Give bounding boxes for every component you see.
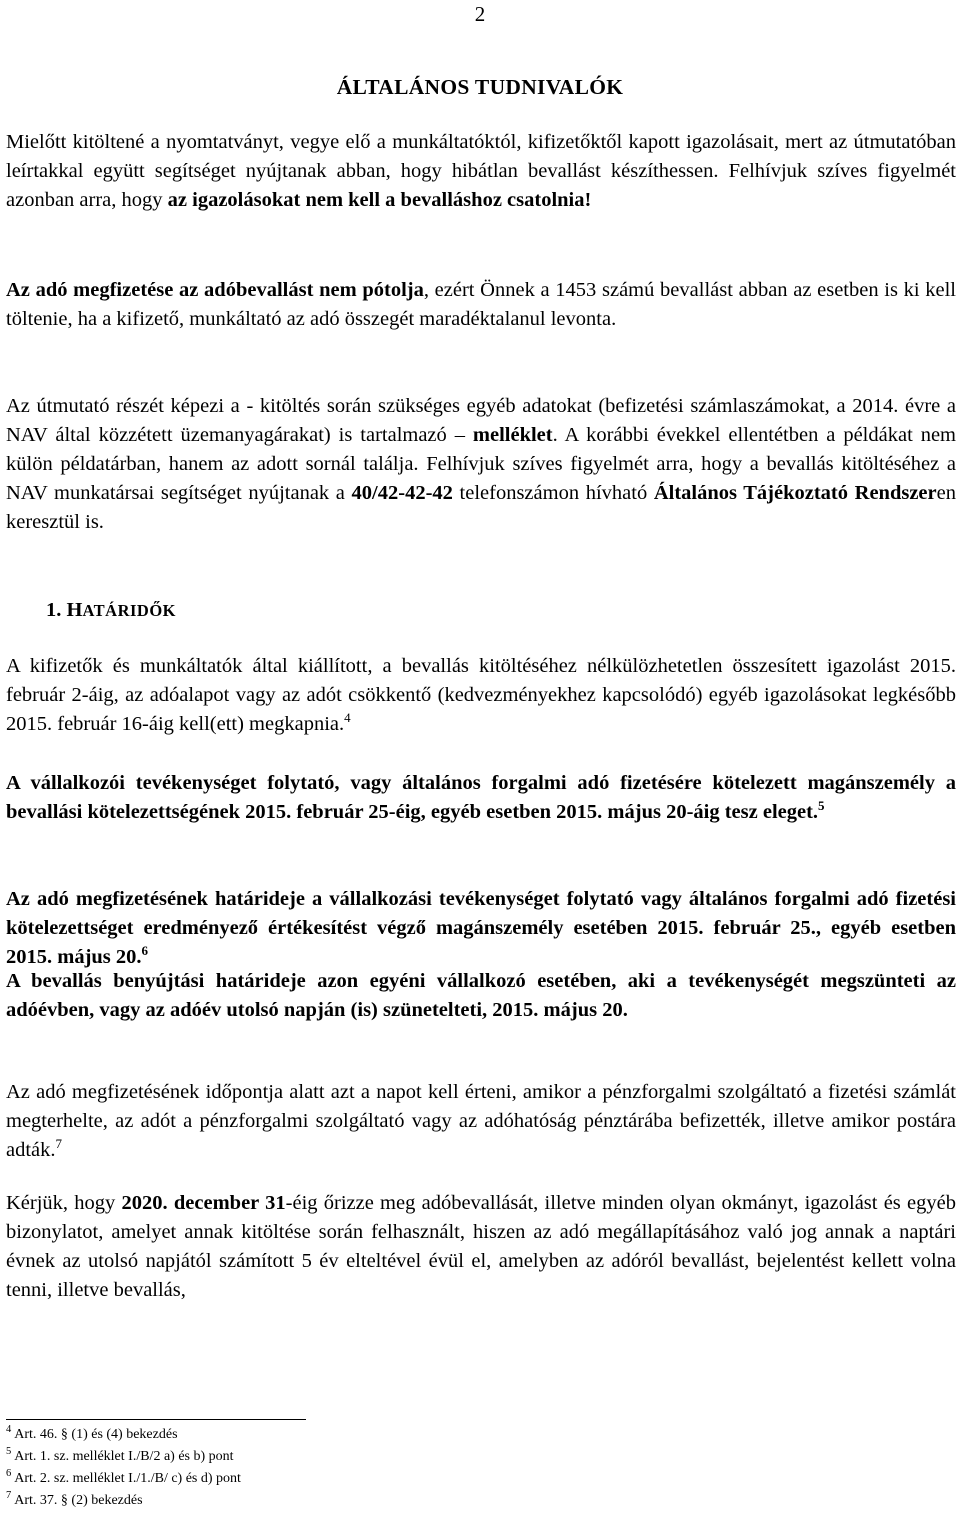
footnote-ref-5: 5 [818, 798, 825, 814]
section-title-rest: ATÁRIDŐK [82, 601, 176, 620]
footnote-text: Art. 37. § (2) bekezdés [14, 1493, 143, 1508]
footnote-list [6, 1424, 606, 1512]
deadline-payment-text: Az adó megfizetésének határideje a vállalkozási tevékenységet folytató vagy általános forgalmi adó fizetési kötelezettséget eredményező értékesítést végző magánszemély esetében 2015. február 25., egyéb esetben 2015. május 20. [6, 888, 956, 968]
guide-annex: melléklet [472, 424, 553, 446]
footnote-number: 7 [6, 1490, 12, 1502]
footnote-item [6, 1424, 606, 1446]
retention-text-2: -éig őrizze meg adóbevallását, illetve minden olyan okmányt, igazolást és egyéb bizonylatot, amelyet annak kitöltése során felhasznált, hiszen az adó megállapításához való jog annak a naptári évnek az utolsó napjától számított 5 év elteltével évül el, amelyben az adóról bevallást, bejelentést kellett volna tenni, illetve bevallás, [6, 1192, 956, 1301]
guide-paragraph [6, 392, 956, 537]
page-title: ÁLTALÁNOS TUDNIVALÓK [336, 75, 624, 99]
guide-phone-number: 40/42-42-42 [351, 482, 453, 504]
footnote-item [6, 1490, 606, 1512]
retention-text-1: Kérjük, hogy [6, 1192, 122, 1214]
section-number: 1. [46, 599, 62, 621]
footnote-text: Art. 2. sz. melléklet I./1./B/ c) és d) pont [14, 1471, 241, 1486]
deadline-paragraph-submission [6, 967, 956, 1025]
intro-text: Mielőtt kitöltené a nyomtatványt, vegye elő a munkáltatóktól, kifizetőktől kapott igazolásait, mert az útmutatóban leírtakkal együtt segítséget nyújtanak abban, hogy hibátlan bevallást készíthessen. Felhívjuk szíves figyelmét azonban arra, hogy [6, 131, 956, 211]
payment-paragraph [6, 276, 956, 334]
footnote-number: 5 [6, 1446, 12, 1458]
deadline-paragraph-certificates [6, 652, 956, 739]
deadline-submission-text: A bevallás benyújtási határideje azon egyéni vállalkozó esetében, aki a tevékenységét megszünteti az adóévben, vagy az adóév utolsó napján (is) szünetelteti, 2015. május 20. [6, 970, 956, 1021]
footnote-text: Art. 46. § (1) és (4) bekezdés [14, 1427, 178, 1442]
retention-paragraph [6, 1189, 956, 1305]
payment-date-text: Az adó megfizetésének időpontja alatt azt a napot kell érteni, amikor a pénzforgalmi szolgáltató a fizetési számlát megterhelte, az adót a pénzforgalmi szolgáltató vagy az adóhatóság pénztárába befizették, illetve amikor postára adták. [6, 1081, 956, 1161]
retention-date: 2020. december 31 [121, 1192, 286, 1214]
payment-text: , ezért Önnek a 1453 számú bevallást abban az esetben is ki kell töltenie, ha a kifizető, munkáltató az adó összegét maradéktalanul levonta. [6, 279, 957, 330]
footnote-text: Art. 1. sz. melléklet I./B/2 a) és b) pont [14, 1449, 234, 1464]
footnote-ref-4: 4 [344, 710, 351, 726]
footnote-item [6, 1446, 606, 1468]
footnote-ref-7: 7 [55, 1136, 63, 1152]
footnote-item [6, 1468, 606, 1490]
section-heading-deadlines [46, 596, 176, 625]
guide-text-4: en keresztül is. [6, 482, 956, 533]
payment-emphasis: Az adó megfizetése az adóbevallást nem pótolja [6, 279, 424, 301]
intro-emphasis: az igazolásokat nem kell a bevalláshoz csatolnia! [167, 189, 592, 211]
section-title-initial: H [66, 599, 83, 621]
intro-paragraph [6, 128, 956, 215]
guide-text-3: telefonszámon hívható [452, 482, 654, 504]
deadline-paragraph-payment [6, 885, 956, 972]
payment-date-paragraph [6, 1078, 956, 1165]
deadline-filing-text: A vállalkozói tevékenységet folytató, vagy általános forgalmi adó fizetésére kötelezett magánszemély a bevallási kötelezettségének 2015. február 25-éig, egyéb esetben 2015. május 20-áig tesz eleget. [6, 772, 956, 823]
footnote-separator [6, 1419, 306, 1420]
guide-text-2: . A korábbi évekkel ellentétben a példákat nem külön példatárban, hanem az adott sornál találja. Felhívjuk szíves figyelmét arra, hogy a bevallás kitöltéséhez a NAV munkatársai segítséget nyújtanak a [6, 424, 956, 504]
page-number: 2 [474, 2, 486, 26]
guide-text-1: Az útmutató részét képezi a - kitöltés során szükséges egyéb adatokat (befizetési számlaszámokat, a 2014. évre a NAV által közzétett üzemanyagárakat) is tartalmazó – [6, 395, 956, 446]
footnote-number: 6 [6, 1468, 12, 1480]
footnote-ref-6: 6 [141, 943, 149, 959]
guide-system-name: Általános Tájékoztató Rendszer [653, 482, 937, 504]
footnote-number: 4 [6, 1424, 12, 1436]
deadline-paragraph-filing [6, 769, 956, 827]
deadline-certificates-text: A kifizetők és munkáltatók által kiállított, a bevallás kitöltéséhez nélkülözhetetlen összesített igazolást 2015. február 2-áig, az adóalapot vagy az adót csökkentő (kedvezményekhez kapcsolódó) egyéb igazolásokat legkésőbb 2015. február 16-áig kell(ett) megkapnia. [6, 655, 956, 735]
